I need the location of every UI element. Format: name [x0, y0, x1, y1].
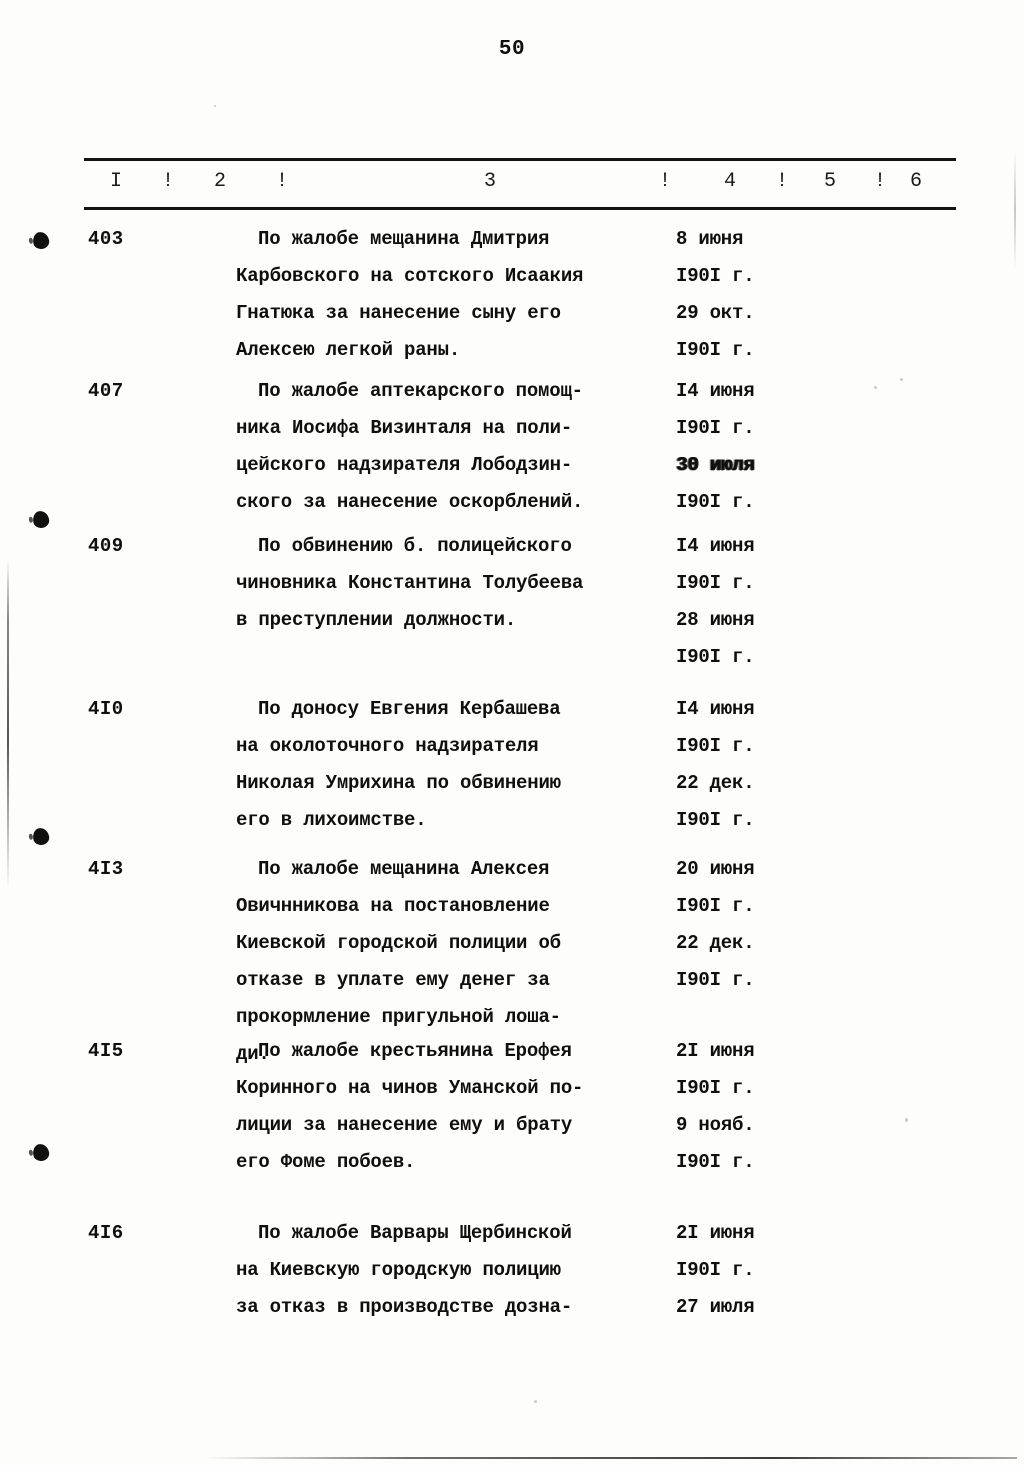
entry-line: [236, 454, 976, 491]
entry-number: 407: [88, 380, 124, 402]
entry-date: I90I г.: [676, 895, 755, 917]
entry-line: [236, 572, 976, 609]
entry-date: I90I г.: [676, 1077, 755, 1099]
column-header-6: 6: [910, 170, 924, 193]
entry-description-line: Киевской городской полиции об: [236, 932, 561, 954]
entry-line: [236, 228, 976, 265]
entry-description-line: По жалобе Варвары Щербинской: [258, 1222, 572, 1244]
entry-description-line: Карбовского на сотского Исаакия: [236, 265, 584, 287]
entry-date: 27 июля: [676, 1296, 755, 1318]
entry-date: I90I г.: [676, 265, 755, 287]
entry-description-line: ского за нанесение оскорблений.: [236, 491, 584, 513]
entry-line: [236, 858, 976, 895]
entry-line: [236, 1077, 976, 1114]
scan-edge-bottom: [205, 1457, 1017, 1459]
entry-line: [236, 932, 976, 969]
entry-description-line: По жалобе аптекарского помощ-: [258, 380, 583, 402]
entry-date: I90I г.: [676, 491, 755, 513]
column-header-1: I: [110, 170, 124, 193]
entry-date: I4 июня: [676, 380, 755, 402]
scan-speck: [534, 1400, 537, 1403]
entry-line: [236, 735, 976, 772]
entry-number: 4I3: [88, 858, 124, 880]
entry-description-line: прокормление пригульной лоша-: [236, 1006, 561, 1028]
entry-description-line: на околоточного надзирателя: [236, 735, 539, 757]
entry-description-line: По доносу Евгения Кербашева: [258, 698, 561, 720]
entry-date: I90I г.: [676, 572, 755, 594]
column-separator: !: [276, 170, 290, 193]
entry-lines: [236, 380, 976, 528]
entry-date: I90I г.: [676, 735, 755, 757]
column-header-4: 4: [724, 170, 738, 193]
entry-description-line: Алексею легкой раны.: [236, 339, 461, 361]
entry-description-line: Гнатюка за нанесение сыну его: [236, 302, 561, 324]
entry-description-line: Овичнникова на постановление: [236, 895, 550, 917]
entry-date: I4 июня: [676, 698, 755, 720]
column-separator: !: [162, 170, 176, 193]
entry-date: I90I г.: [676, 809, 755, 831]
entry-line: [236, 535, 976, 572]
scan-speck: [214, 105, 216, 107]
entry-description-line: его Фоме побоев.: [236, 1151, 416, 1173]
scan-edge-left: [7, 560, 9, 890]
entry-number: 409: [88, 535, 124, 557]
entry-line: [236, 1114, 976, 1151]
entry-description-line: Коринного на чинов Уманской по-: [236, 1077, 584, 1099]
entry-date: 2I июня: [676, 1222, 755, 1244]
entry-description-line: По жалобе мещанина Алексея: [258, 858, 550, 880]
margin-ink-mark: [32, 1143, 51, 1163]
entry-line: [236, 1259, 976, 1296]
entry-line: [236, 698, 976, 735]
entry-description-line: лиции за нанесение ему и брату: [236, 1114, 573, 1136]
entry-line: [236, 1222, 976, 1259]
entry-date: I4 июня: [676, 535, 755, 557]
entry-description-line: отказе в уплате ему денег за: [236, 969, 550, 991]
entry-line: [236, 265, 976, 302]
entry-date: 28 июня: [676, 609, 755, 631]
column-separator: !: [659, 170, 673, 193]
entry-line: [236, 772, 976, 809]
entry-number: 4I0: [88, 698, 124, 720]
column-header-5: 5: [824, 170, 838, 193]
entry-line: [236, 895, 976, 932]
column-header-3: 3: [484, 170, 498, 193]
column-separator: !: [776, 170, 790, 193]
entry-lines: [236, 1040, 976, 1188]
entry-date: 22 дек.: [676, 772, 755, 794]
entry-description-line: за отказ в производстве дозна-: [236, 1296, 573, 1318]
entry-description-line: По жалобе мещанина Дмитрия: [258, 228, 550, 250]
entry-date: 29 окт.: [676, 302, 755, 324]
entry-number: 4I5: [88, 1040, 124, 1062]
entry-description-line: Николая Умрихина по обвинению: [236, 772, 561, 794]
entry-description-line: в преступлении должности.: [236, 609, 517, 631]
entry-lines: [236, 698, 976, 846]
entry-description-line: По жалобе крестьянина Ерофея: [258, 1040, 572, 1062]
entry-line: [236, 380, 976, 417]
entry-description-line: чиновника Константина Толубеева: [236, 572, 584, 594]
entry-date: I90I г.: [676, 1259, 755, 1281]
entry-date: I90I г.: [676, 339, 755, 361]
margin-ink-mark: [32, 827, 51, 847]
entry-line: [236, 969, 976, 1006]
entry-description-line: По обвинению б. полицейского: [258, 535, 572, 557]
entry-date: 8 июня: [676, 228, 744, 250]
entry-line: [236, 491, 976, 528]
table-column-header: [84, 158, 956, 210]
entry-lines: [236, 535, 976, 683]
entry-line: [236, 1006, 976, 1043]
entry-date: 30 июля: [676, 454, 755, 476]
entry-description-line: ди.: [236, 1043, 270, 1065]
entry-description-line: ника Иосифа Визинталя на поли-: [236, 417, 573, 439]
entry-date: I90I г.: [676, 1151, 755, 1173]
entry-line: [236, 302, 976, 339]
entry-date: 22 дек.: [676, 932, 755, 954]
column-header-2: 2: [214, 170, 228, 193]
entry-date: I90I г.: [676, 646, 755, 668]
page-number: 50: [498, 38, 526, 61]
column-separator: !: [874, 170, 888, 193]
margin-ink-mark: [32, 510, 51, 530]
entry-date: I90I г.: [676, 969, 755, 991]
entry-number: 4I6: [88, 1222, 124, 1244]
entry-line: [236, 417, 976, 454]
entry-line: [236, 1151, 976, 1188]
entry-line: [236, 1296, 976, 1333]
entry-line: [236, 646, 976, 683]
entry-lines: [236, 228, 976, 376]
entry-date: 2I июня: [676, 1040, 755, 1062]
entry-description-line: цейского надзирателя Лободзин-: [236, 454, 573, 476]
entry-lines: [236, 1222, 976, 1333]
entry-date: I90I г.: [676, 417, 755, 439]
scan-edge-right: [1014, 150, 1016, 270]
entry-line: [236, 1040, 976, 1077]
entry-number: 403: [88, 228, 124, 250]
entry-line: [236, 809, 976, 846]
entry-line: [236, 339, 976, 376]
entry-date: 9 нояб.: [676, 1114, 755, 1136]
entry-line: [236, 609, 976, 646]
entry-description-line: на Киевскую городскую полицию: [236, 1259, 561, 1281]
margin-ink-mark: [32, 231, 51, 251]
entry-date: 20 июня: [676, 858, 755, 880]
entry-description-line: его в лихоимстве.: [236, 809, 427, 831]
